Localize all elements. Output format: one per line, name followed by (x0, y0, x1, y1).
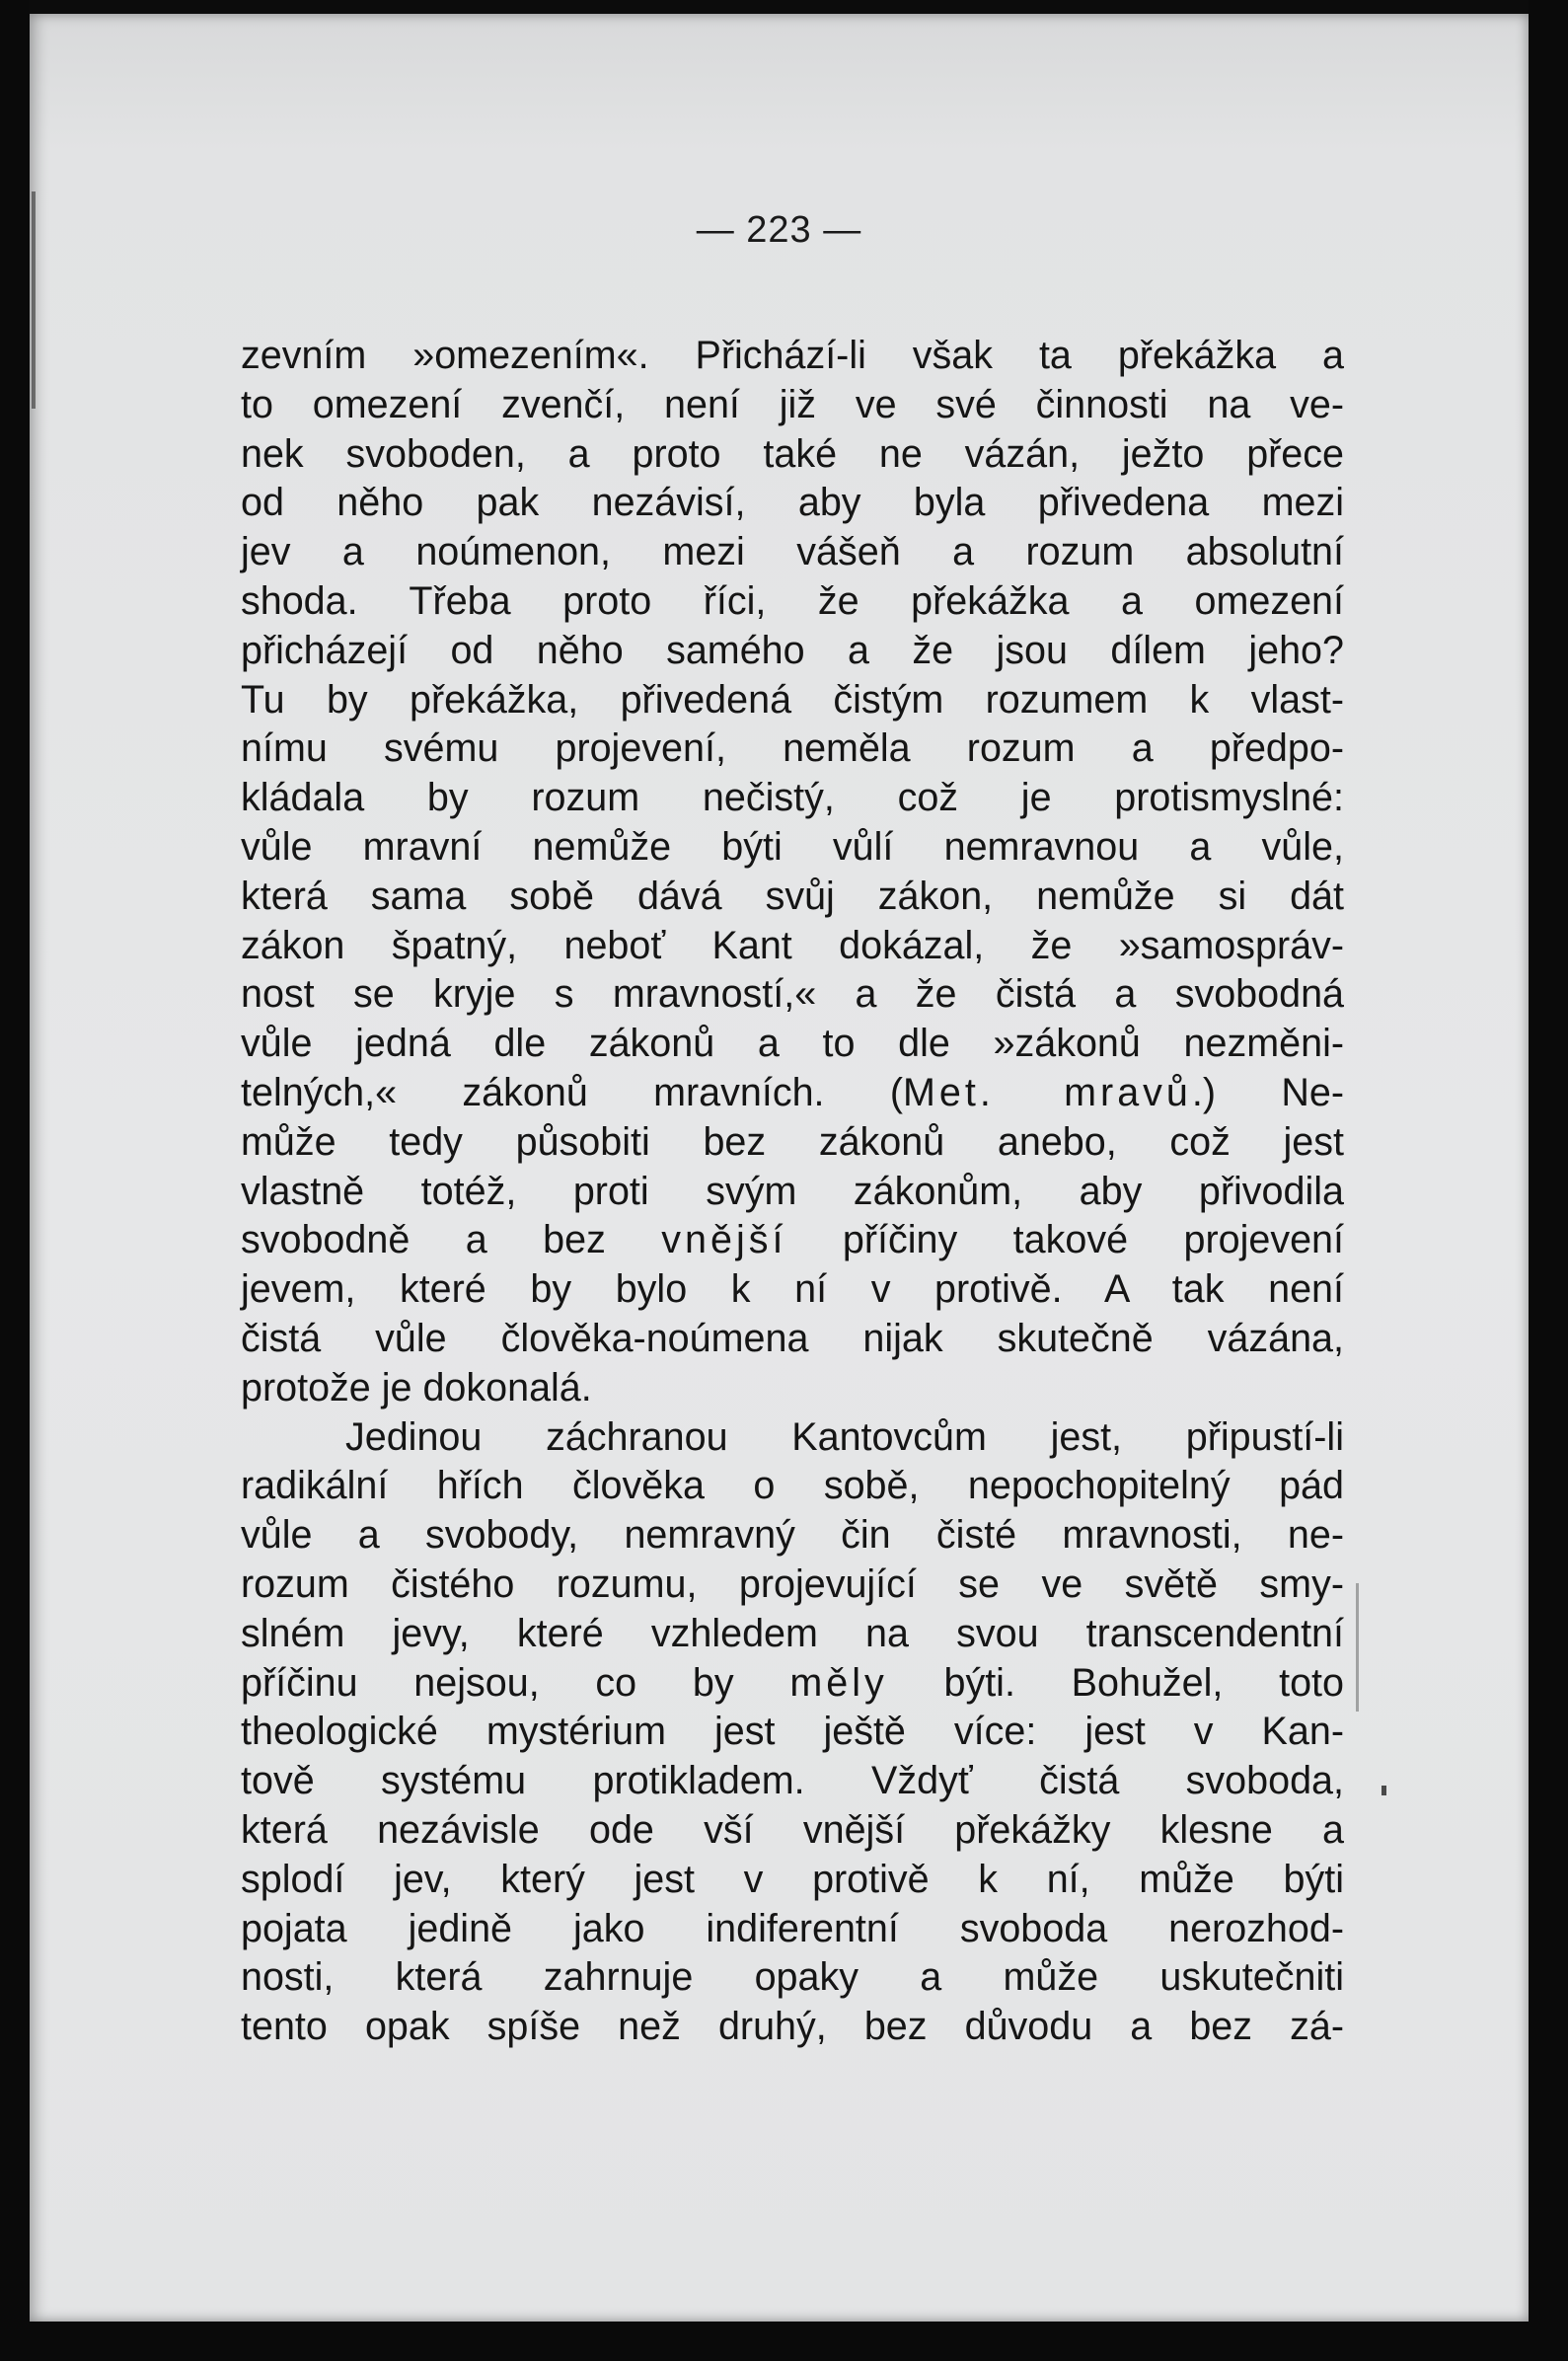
text-line-content: čistá vůle člověka-noúmena nijak skutečně vázána, (241, 1316, 1344, 1360)
text-line-content: protože je dokonalá. (241, 1365, 592, 1409)
text-line-content: Tu by překážka, přivedená čistým rozumem k vlast- (241, 677, 1344, 722)
text-line (241, 1561, 1344, 1610)
text-line (241, 1216, 1344, 1265)
text-line (241, 2003, 1344, 2052)
text-line-content: nost se kryje s mravností,« a že čistá a svobodná (241, 972, 1344, 1017)
text-line (241, 1659, 1344, 1709)
text-line-content: vůle jedná dle zákonů a to dle »zákonů nezměni- (241, 1022, 1344, 1066)
text-line-content: to omezení zvenčí, není již ve své činnosti na ve- (241, 382, 1344, 426)
text-line (241, 823, 1344, 873)
emphasized-spaced-text: měly (789, 1660, 888, 1705)
text-line (241, 1364, 1344, 1413)
text-line (241, 479, 1344, 528)
text-line-content: tento opak spíše než druhý, bez důvodu a bez zá- (241, 2005, 1344, 2049)
text-line (241, 1168, 1344, 1217)
text-line (241, 1856, 1344, 1905)
paragraph-2 (241, 1413, 1344, 2052)
margin-dot (1381, 1786, 1386, 1795)
text-line-content: pojata jedině jako indiferentní svoboda nerozhod- (241, 1906, 1344, 1950)
text-line (241, 724, 1344, 774)
text-line (241, 676, 1344, 725)
text-line-content: tově systému protikladem. Vždyť čistá svoboda, (241, 1759, 1344, 1803)
text-line-content: kládala by rozum nečistý, což je protismyslné: (241, 776, 1344, 820)
scan-border-right (1529, 0, 1568, 2361)
text-line (241, 1953, 1344, 2003)
text-line-content: radikální hřích člověka o sobě, nepochopitelný pád (241, 1464, 1344, 1508)
text-line (241, 1757, 1344, 1806)
text-line (241, 1413, 1344, 1463)
text-line-content: vůle a svobody, nemravný čin čisté mravnosti, ne- (241, 1513, 1344, 1558)
text-line (241, 381, 1344, 430)
emphasized-spaced-text: vnější (661, 1218, 787, 1262)
text-line (241, 1315, 1344, 1364)
text-line (241, 1265, 1344, 1315)
margin-mark-left (32, 191, 36, 409)
page-number: — 223 — (696, 209, 862, 251)
text-line-pre: svobodně a bez (241, 1218, 662, 1262)
text-line (241, 430, 1344, 480)
margin-mark (1356, 1583, 1359, 1712)
scan-border-left (0, 0, 30, 2361)
text-line-content: jevem, které by bylo k ní v protivě. A tak není (241, 1267, 1344, 1312)
text-line-content: může tedy působiti bez zákonů anebo, což jest (241, 1119, 1344, 1164)
text-line (241, 1610, 1344, 1659)
text-line (241, 1708, 1344, 1757)
text-line (241, 627, 1344, 676)
text-line-post: příčiny takové projevení (786, 1218, 1344, 1262)
text-line-pre: telných,« zákonů mravních. ( (241, 1070, 903, 1114)
text-line-content: od něho pak nezávisí, aby byla přivedena mezi (241, 481, 1344, 525)
text-line-content: splodí jev, který jest v protivě k ní, může býti (241, 1857, 1344, 1901)
emphasized-spaced-text: Met. mravů (903, 1070, 1192, 1114)
text-line-content: která nezávisle ode vší vnější překážky klesne a (241, 1807, 1344, 1852)
text-line-content: theologické mystérium jest ještě více: jest v Kan- (241, 1710, 1344, 1754)
text-line-content: slném jevy, které vzhledem na svou transcendentní (241, 1611, 1344, 1655)
text-line (241, 577, 1344, 627)
text-line (241, 1069, 1344, 1118)
text-line (241, 528, 1344, 577)
text-line-content: rozum čistého rozumu, projevující se ve světě smy- (241, 1561, 1344, 1606)
text-line-post: býti. Bohužel, toto (887, 1660, 1344, 1705)
text-line-content: vůle mravní nemůže býti vůlí nemravnou a vůle, (241, 824, 1344, 869)
text-line-content: shoda. Třeba proto říci, že překážka a omezení (241, 578, 1344, 623)
text-line (241, 1462, 1344, 1511)
text-line (241, 1020, 1344, 1069)
page-text (241, 332, 1344, 2052)
paragraph-1 (241, 332, 1344, 1413)
text-line-content: zákon špatný, neboť Kant dokázal, že »samospráv- (241, 923, 1344, 967)
text-line (241, 873, 1344, 922)
text-line (241, 1118, 1344, 1168)
text-line (241, 922, 1344, 971)
text-line-content: vlastně totéž, proti svým zákonům, aby přivodila (241, 1169, 1344, 1213)
text-line (241, 1905, 1344, 1954)
text-line (241, 970, 1344, 1020)
book-page (30, 14, 1529, 2322)
text-line (241, 332, 1344, 381)
scan-border-bottom (0, 2322, 1568, 2361)
text-line-content: nosti, která zahrnuje opaky a může uskutečniti (241, 1955, 1344, 2000)
text-line-content: Jedinou záchranou Kantovcům jest, připustí-li (345, 1414, 1344, 1459)
text-line-content: přicházejí od něho samého a že jsou dílem jeho? (241, 628, 1344, 672)
text-line (241, 1511, 1344, 1561)
text-line-content: nímu svému projevení, neměla rozum a předpo- (241, 726, 1344, 771)
text-line-content: nek svoboden, a proto také ne vázán, ježto přece (241, 431, 1344, 476)
text-line-content: jev a noúmenon, mezi vášeň a rozum absolutní (241, 530, 1344, 574)
text-line-content: která sama sobě dává svůj zákon, nemůže si dát (241, 874, 1344, 918)
text-line-post: .) Ne- (1191, 1070, 1344, 1114)
text-line (241, 1806, 1344, 1856)
text-line-pre: příčinu nejsou, co by (241, 1660, 790, 1705)
text-line-content: zevním »omezením«. Přichází-li však ta překážka a (241, 334, 1344, 377)
text-line (241, 774, 1344, 823)
